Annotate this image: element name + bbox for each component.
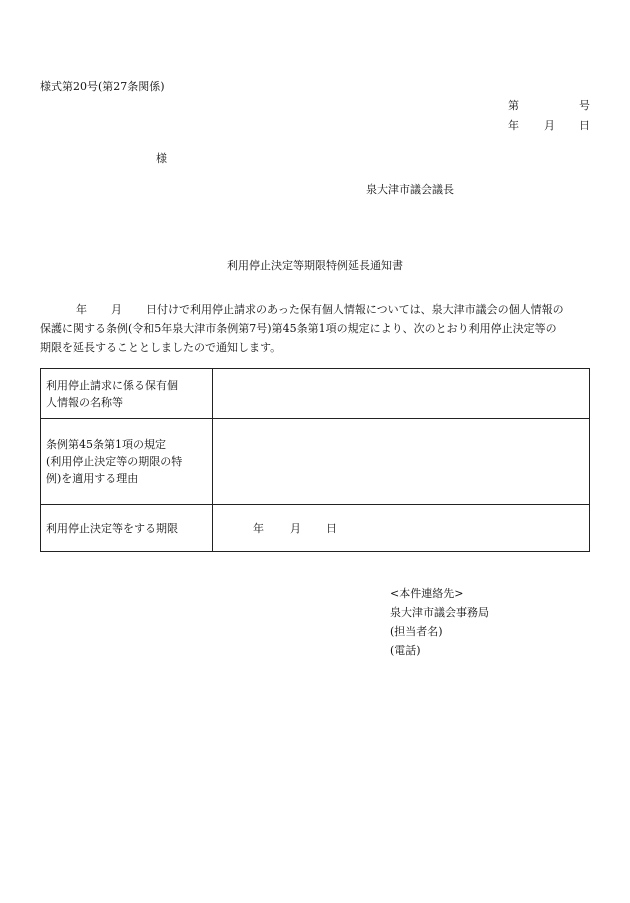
table-row: [41, 419, 590, 505]
body-month: 月: [111, 303, 122, 316]
addressee: 様: [156, 152, 167, 165]
issue-date-day: 日: [579, 119, 590, 132]
deadline-year: 年: [253, 521, 264, 535]
body-line-3: 期限を延長することとしましたので通知します。: [40, 341, 282, 354]
body-line-1: [40, 300, 592, 319]
row-value-deadline: [213, 505, 590, 552]
row-label-reason: 条例第45条第1項の規定 (利用停止決定等の期限の特 例)を適用する理由: [41, 419, 213, 505]
sender-name: 泉大津市議会議長: [366, 183, 454, 196]
table-row: [41, 369, 590, 419]
info-table: [40, 368, 590, 552]
row-value-reason: [213, 419, 590, 505]
form-number: 様式第20号(第27条関係): [40, 80, 165, 93]
row-label-record-name: 利用停止請求に係る保有個 人情報の名称等: [41, 369, 213, 419]
contact-office: 泉大津市議会事務局: [390, 606, 489, 619]
document-number-suffix: 号: [579, 99, 590, 112]
body-line-2: 保護に関する条例(令和5年泉大津市条例第7号)第45条第1項の規定により、次のとおり利用停止決定等の: [40, 322, 557, 335]
contact-block: [390, 584, 489, 660]
table-row: [41, 505, 590, 552]
contact-phone: (電話): [390, 644, 421, 657]
deadline-month: 月: [290, 521, 301, 535]
document-title: 利用停止決定等期限特例延長通知書: [227, 259, 403, 272]
contact-heading: <本件連絡先>: [390, 587, 464, 600]
deadline-day: 日: [326, 521, 337, 535]
issue-date-year: 年: [508, 119, 519, 132]
body-year: 年: [76, 303, 87, 316]
issue-date-month: 月: [544, 119, 555, 132]
body-line-1-text: 日付けで利用停止請求のあった保有個人情報については、泉大津市議会の個人情報の: [146, 303, 564, 316]
row-label-deadline: 利用停止決定等をする期限: [41, 505, 213, 552]
body-paragraph: [40, 300, 592, 357]
contact-person: (担当者名): [390, 625, 443, 638]
document-number-prefix: 第: [508, 99, 519, 112]
row-value-record-name: [213, 369, 590, 419]
